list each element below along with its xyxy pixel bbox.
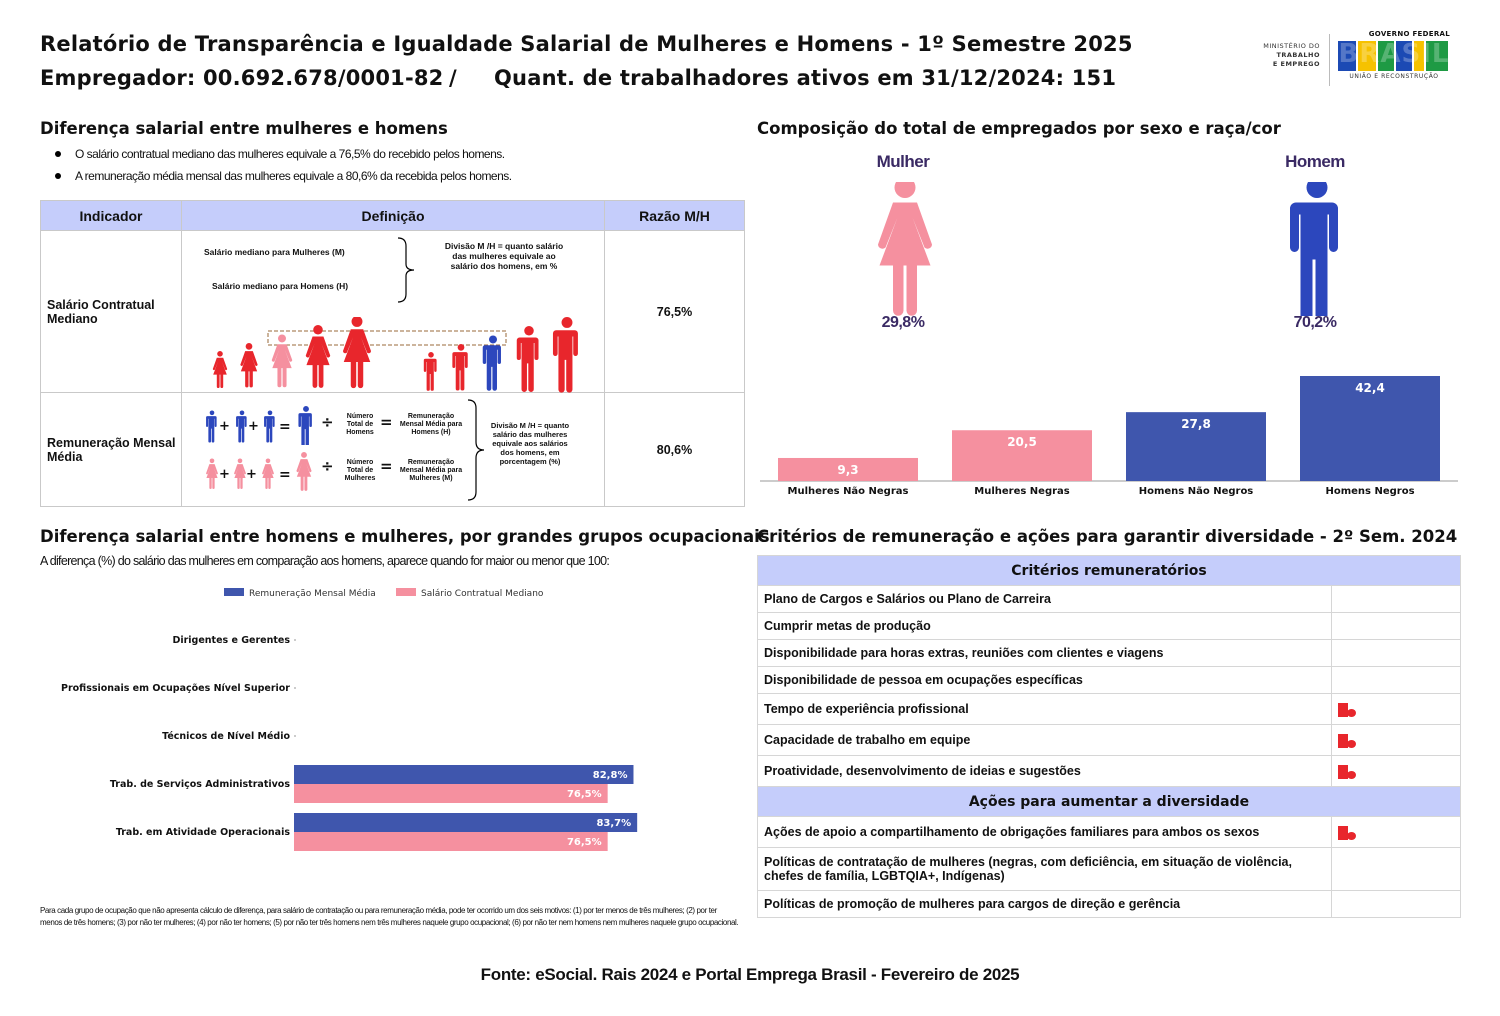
mean-women-label: Remuneração Mensal Média para Mulheres (M) <box>399 459 463 482</box>
bar <box>294 765 633 784</box>
action-item: Políticas de promoção de mulheres para cargos de direção e gerência <box>758 891 1332 918</box>
company-icon <box>1338 734 1356 748</box>
header-separator: / <box>449 66 457 90</box>
category-label: Homens Não Negros <box>1138 486 1254 497</box>
criteria-title: Critérios de remuneração e ações para garantir diversidade - 2º Sem. 2024 <box>757 527 1458 546</box>
ratio-median-salary: 76,5% <box>605 231 745 393</box>
action-item: Ações de apoio a compartilhamento de obrigações familiares para ambos os sexos <box>758 817 1332 848</box>
header-definition: Definição <box>182 201 605 231</box>
logo-divider <box>1329 34 1330 86</box>
definition-median-salary <box>182 231 605 393</box>
plus-sign: + <box>246 467 257 482</box>
def-median-men: Salário mediano para Homens (H) <box>212 281 349 291</box>
criteria-item: Disponibilidade de pessoa em ocupações específicas <box>758 667 1332 694</box>
category-label: Dirigentes e Gerentes <box>172 635 290 646</box>
equals-sign: = <box>380 413 393 431</box>
occupation-chart-subtitle: A diferença (%) do salário das mulheres em comparação aos homens, aparece quando for maior ou menor que 100: <box>40 554 610 568</box>
employer-id: Empregador: 00.692.678/0001-82 <box>40 66 444 90</box>
plus-sign: + <box>248 419 259 434</box>
header-indicator: Indicador <box>41 201 182 231</box>
category-label: Técnicos de Nível Médio <box>162 731 290 742</box>
criteria-item: Plano de Cargos e Salários ou Plano de Carreira <box>758 586 1332 613</box>
category-label: Mulheres Negras <box>974 486 1070 497</box>
plus-sign: + <box>219 467 230 482</box>
equals-sign: = <box>380 457 393 475</box>
legend <box>224 588 544 599</box>
action-item: Políticas de contratação de mulheres (negras, com deficiência, em situação de violência, chefes de família, LGBTQIA+, Indígenas) <box>758 848 1332 891</box>
category-label: Homens Negros <box>1325 486 1415 497</box>
occupation-chart-title: Diferença salarial entre homens e mulheres, por grandes grupos ocupacionais <box>40 527 770 546</box>
data-label: 76,5% <box>566 789 602 800</box>
definition-mean-remuneration <box>182 393 605 507</box>
report-title: Relatório de Transparência e Igualdade Salarial de Mulheres e Homens - 1º Semestre 2025 <box>40 32 1133 56</box>
female-label: Mulher <box>876 152 930 171</box>
criteria-item: Cumprir metas de produção <box>758 613 1332 640</box>
def-median-note: Divisão M /H = quanto salário das mulheres equivale ao salário dos homens, em % <box>444 241 564 271</box>
bar <box>294 813 637 832</box>
indicator-mean-remuneration: Remuneração Mensal Média <box>41 393 182 507</box>
composition-title: Composição do total de empregados por sexo e raça/cor <box>757 119 1281 138</box>
header-ratio: Razão M/H <box>605 201 745 231</box>
criteria-table <box>757 555 1461 918</box>
plus-sign: + <box>219 419 230 434</box>
data-label: 27,8 <box>1181 417 1211 432</box>
def-mean-note: Divisão M /H = quanto salário das mulheres equivale aos salários dos homens, em porcentagem (%) <box>490 421 570 466</box>
indicator-table <box>40 200 745 507</box>
indicator-median-salary: Salário Contratual Mediano <box>41 231 182 393</box>
category-label: Trab. em Atividade Operacionais <box>115 827 290 838</box>
equals-sign: = <box>279 419 291 435</box>
ministry-logo: MINISTÉRIO DO TRABALHO E EMPREGO <box>1263 42 1320 68</box>
bullet-median-salary: O salário contratual mediano das mulheres equivale a 76,5% do recebido pelos homens. <box>75 147 505 161</box>
divide-sign: ÷ <box>321 413 334 431</box>
ratio-mean-remuneration: 80,6% <box>605 393 745 507</box>
bar <box>294 784 608 803</box>
salary-gap-title: Diferença salarial entre mulheres e homens <box>40 119 448 138</box>
workers-count: Quant. de trabalhadores ativos em 31/12/2024: 151 <box>494 66 1117 90</box>
legend-swatch <box>224 588 244 596</box>
occupation-bar-chart <box>40 580 740 860</box>
total-women-label: Número Total de Mulheres <box>344 459 376 482</box>
actions-header: Ações para aumentar a diversidade <box>758 787 1461 817</box>
male-percent: 70,2% <box>1293 314 1337 331</box>
category-label: Mulheres Não Negras <box>787 486 909 497</box>
data-label: 9,3 <box>837 462 859 477</box>
curly-brace <box>392 235 422 305</box>
composition-bar-chart <box>760 366 1460 500</box>
data-label: 83,7% <box>596 818 632 829</box>
category-label: Profissionais em Ocupações Nível Superior <box>60 683 290 694</box>
criteria-item: Proatividade, desenvolvimento de ideias e sugestões <box>758 756 1332 787</box>
criteria-item: Tempo de experiência profissional <box>758 694 1332 725</box>
equals-sign: = <box>279 467 291 483</box>
criteria-header: Critérios remuneratórios <box>758 556 1461 586</box>
male-label: Homem <box>1285 152 1345 171</box>
criteria-item: Capacidade de trabalho em equipe <box>758 725 1332 756</box>
bullet-mean-remuneration: A remuneração média mensal das mulheres equivale a 80,6% da recebida pelos homens. <box>75 169 512 183</box>
data-label: 82,8% <box>592 770 628 781</box>
female-percent: 29,8% <box>881 314 925 331</box>
occupation-note: Para cada grupo de ocupação que não apresenta cálculo de diferença, para salário de contratação ou para remuneração média, pode ter ocorrido um dos seis motivos: (1) por ter menos de três mulheres; (2) por ter menos de três homens; (3) por não ter mulheres; (4) por não ter homens; (5) por não ter três homens nem três mulheres naquele grupo ocupacional; (6) por não ter nem homens nem mulheres naquele grupo ocupacional. <box>40 906 739 927</box>
company-icon <box>1338 826 1356 840</box>
company-icon <box>1338 703 1356 717</box>
bar <box>294 832 608 851</box>
footer-source: Fonte: eSocial. Rais 2024 e Portal Emprega Brasil - Fevereiro de 2025 <box>480 965 1020 984</box>
legend-swatch <box>396 588 416 596</box>
total-men-label: Número Total de Homens <box>346 413 374 436</box>
governo-federal-logo: GOVERNO FEDERAL BRASIL UNIÃO E RECONSTRUÇÃO <box>1338 30 1450 80</box>
legend-label: Salário Contratual Mediano <box>421 589 544 599</box>
man-icon <box>1272 182 1362 316</box>
criteria-item: Disponibilidade para horas extras, reuniões com clientes e viagens <box>758 640 1332 667</box>
people-figures <box>182 317 604 393</box>
data-label: 42,4 <box>1355 381 1385 395</box>
divide-sign: ÷ <box>321 457 334 475</box>
data-label: 76,5% <box>566 837 602 848</box>
woman-icon <box>860 182 950 316</box>
data-label: 20,5 <box>1007 435 1037 450</box>
mean-men-label: Remuneração Mensal Média para Homens (H) <box>399 413 463 436</box>
def-median-women: Salário mediano para Mulheres (M) <box>204 247 345 257</box>
category-label: Trab. de Serviços Administrativos <box>109 779 290 790</box>
legend-label: Remuneração Mensal Média <box>249 589 376 599</box>
company-icon <box>1338 765 1356 779</box>
